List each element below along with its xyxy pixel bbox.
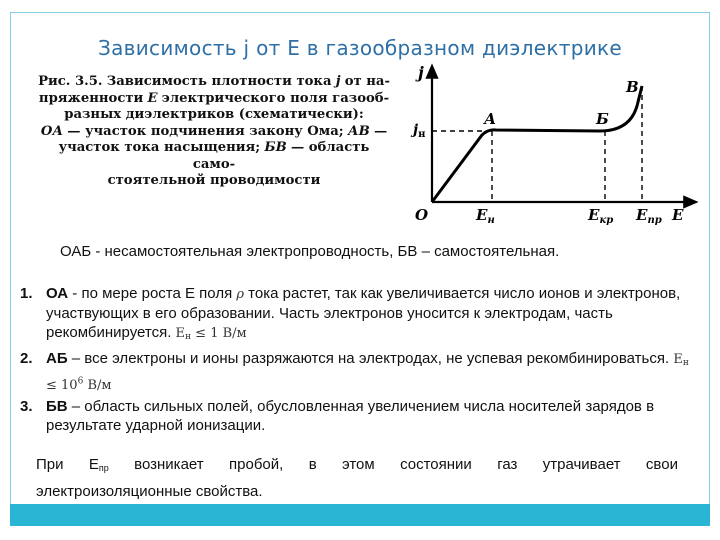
slide-bottom-bar [10,504,710,526]
note-word: этом [342,456,375,473]
figure-caption [36,74,392,190]
caption-bv: БВ [264,140,287,155]
caption-line-3 [36,107,392,124]
caption-text: от на- [344,74,390,89]
caption-line-1 [36,74,392,91]
caption-text: разных диэлектриков (схематически): [64,107,364,122]
list-term: АБ [46,350,68,367]
list-number: 2. [20,350,33,367]
list-item [20,397,690,435]
list-text: - по мере роста Е поля [68,285,237,302]
y-axis-label: j [418,63,424,82]
en-label: $E_н$ [476,206,495,226]
list-text: – все электроны и ионы разряжаются на электродах, не успевая рекомбинироваться. [67,350,674,367]
note-word: газ [497,456,518,473]
caption-text: Зависимость плотности тока [106,74,332,89]
note-line-2: электроизоляционные свойства. [36,483,263,500]
caption-heading: Рис. 3.5. [38,74,103,89]
breakdown-note [36,453,678,503]
caption-oa: ОА [40,123,64,139]
note-word: пробой, [229,456,284,473]
caption-text: электрического поля газооб- [161,90,390,106]
list-term: БВ [46,398,68,416]
caption-e: E [147,90,158,106]
note-epr: $E_{пр}$ [88,456,109,473]
point-b-label: Б [596,110,609,128]
x-axis-label: E [672,206,684,224]
note-word: утрачивает [542,456,621,473]
point-v-label: В [626,78,639,96]
caption-text: — область само- [192,140,370,172]
note-word: в [308,456,317,473]
caption-text: участок тока насыщения; [58,140,261,155]
note-line-1 [36,453,678,480]
math-inequality: $E_н \le 10^6$ В/м [46,352,689,394]
origin-label: O [415,206,429,224]
note-word: При [36,456,64,473]
caption-text: — участок подчинения закону Ома; [67,123,344,139]
list-text: – область сильных полей, обусловленная увеличением числа носителей зарядов в результате ударной ионизации. [46,398,655,435]
note-word: состоянии [400,456,472,473]
caption-line-6 [36,173,392,190]
list-term: ОА [46,285,69,302]
ekr-label: $E_{кр}$ [588,206,614,226]
caption-text: пряженности [38,90,144,106]
rho-symbol: ρ [236,287,245,302]
caption-line-5 [36,140,392,173]
point-a-label: А [484,110,497,128]
points-list [20,284,690,437]
caption-text: стоятельной проводимости [107,173,321,188]
caption-j: j [335,74,341,89]
caption-ab: АВ [347,123,370,139]
list-item [20,284,690,347]
math-inequality: $E_н \le 1$ В/м [175,326,247,342]
list-text: тока растет, так как увеличивается число ионов и электронов, участвующих в его образовании. Часть электронов уносится к электродам, часть рекомбинируется. [46,285,681,341]
note-word: свои [645,456,678,473]
oab-summary: ОАБ - несамостоятельная электропроводность, БВ – самостоятельная. [60,243,560,260]
note-word: возникает [134,456,204,473]
jn-label: $j_н$ [413,122,426,140]
list-number: 1. [20,285,33,302]
caption-text: — [373,123,388,139]
epr-label: $E_{пр}$ [636,206,662,226]
caption-line-2 [36,91,392,108]
slide-title: Зависимость j от Е в газообразном диэлектрике [97,36,623,60]
j-e-graph [400,62,700,232]
list-item [20,349,690,395]
caption-line-4 [36,124,392,141]
j-e-curve [432,86,642,202]
list-number: 3. [20,398,33,416]
